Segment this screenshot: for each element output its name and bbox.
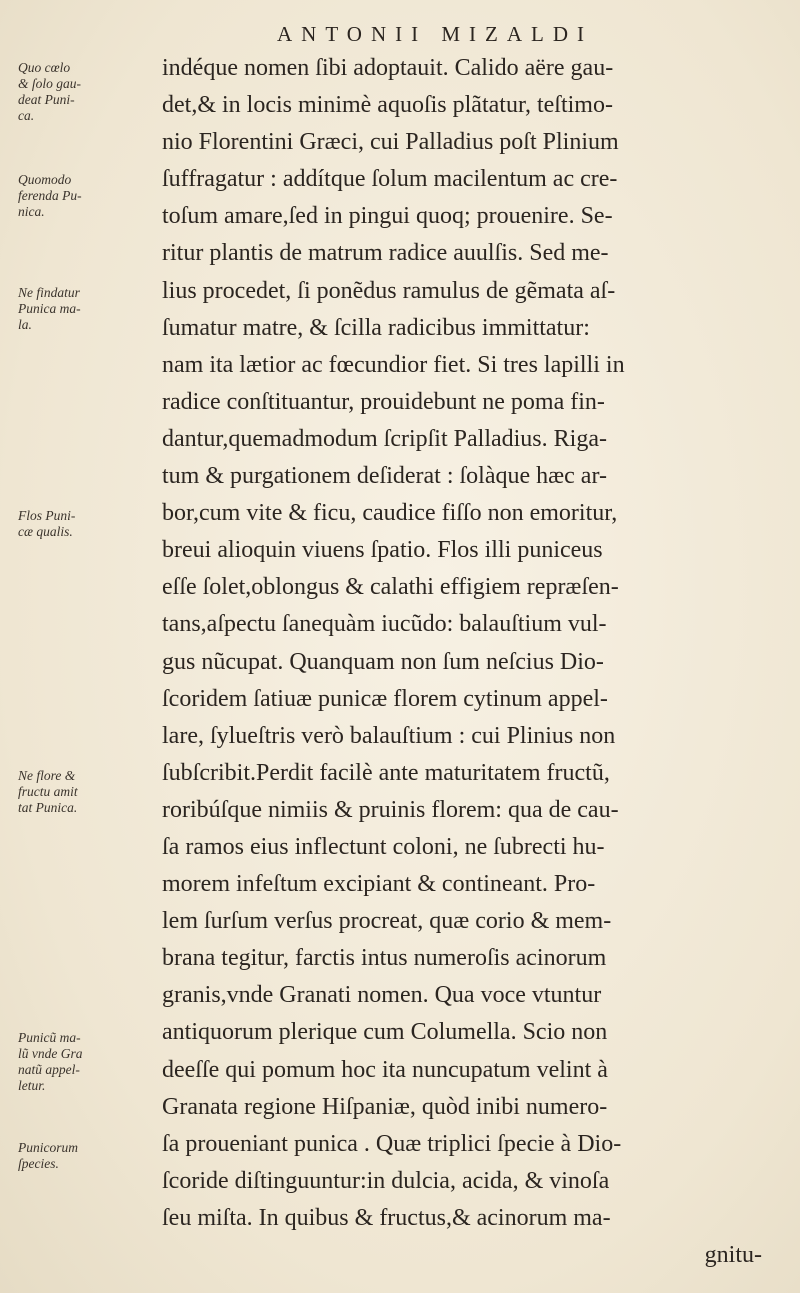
- text-line: lare, ſylueſtris verò balauſtium : cui Plinius non: [162, 722, 616, 749]
- marginal-note-line: natũ appel-: [18, 1062, 80, 1077]
- marginal-note-line: lũ vnde Gra: [18, 1046, 83, 1061]
- marginal-note-line: cæ qualis.: [18, 524, 73, 539]
- text-line: antiquorum plerique cum Columella. Scio non: [162, 1019, 608, 1046]
- marginal-note-quo-caelo: [18, 60, 156, 124]
- text-line: tans,aſpectu ſanequàm iucũdo: balauſtium vul-: [162, 611, 607, 638]
- marginal-note-quomodo-ferenda: [18, 172, 156, 220]
- marginal-note-line: fructu amit: [18, 784, 78, 799]
- marginal-note-line: Quo cœlo: [18, 60, 71, 75]
- text-line: breui alioquin viuens ſpatio. Flos illi puniceus: [162, 537, 603, 564]
- text-line: ſa proueniant punica . Quæ triplici ſpecie à Dio-: [162, 1130, 622, 1157]
- text-line: Granata regione Hiſpaniæ, quòd inibi numero-: [162, 1093, 608, 1120]
- marginal-note-line: Ne findatur: [18, 285, 80, 300]
- marginal-note-line: Punicũ ma-: [18, 1030, 81, 1045]
- text-line: lius procedet, ſi ponẽdus ramulus de gẽmata aſ-: [162, 277, 616, 304]
- text-line: ſeu miſta. In quibus & fructus,& acinorum ma-: [162, 1204, 611, 1231]
- text-line: ſubſcribit.Perdit facilè ante maturitatem fructũ,: [162, 759, 610, 786]
- text-line: granis,vnde Granati nomen. Qua voce vtuntur: [162, 982, 602, 1009]
- marginal-note-line: nica.: [18, 204, 45, 219]
- marginal-note-line: Punicorum: [18, 1140, 78, 1155]
- marginal-note-line: ferenda Pu-: [18, 188, 82, 203]
- text-line: dantur,quemadmodum ſcripſit Palladius. Riga-: [162, 425, 607, 452]
- text-line: morem infeſtum excipiant & contineant. Pro-: [162, 871, 596, 898]
- marginal-note-line: Punica ma-: [18, 301, 81, 316]
- text-line: toſum amare,ſed in pingui quoq; prouenire. Se-: [162, 203, 613, 230]
- text-line: nam ita lætior ac fœcundior fiet. Si tres lapilli in: [162, 351, 625, 378]
- text-line: ſuffragatur : addítque ſolum macilentum ac cre-: [162, 166, 618, 193]
- marginal-note-line: Ne flore &: [18, 768, 76, 783]
- text-line: tum & purgationem deſiderat : ſolàque hæc ar-: [162, 463, 607, 490]
- marginal-note-line: la.: [18, 317, 32, 332]
- marginal-note-punicorum-species: [18, 1140, 156, 1172]
- catchword: gnitu-: [704, 1242, 762, 1268]
- marginal-note-line: & ſolo gau-: [18, 76, 81, 91]
- marginal-note-flos-punicae: [18, 508, 156, 540]
- text-line: gus nũcupat. Quanquam non ſum neſcius Dio-: [162, 648, 604, 675]
- marginal-note-line: tat Punica.: [18, 800, 78, 815]
- running-head: ANTONII MIZALDI: [277, 22, 593, 46]
- text-line: det,& in locis minimè aquoſis plãtatur, teſtimo-: [162, 92, 613, 119]
- marginal-note-line: Flos Puni-: [18, 508, 76, 523]
- text-line: nio Florentini Græci, cui Palladius poſt Plinium: [162, 129, 619, 156]
- text-line: brana tegitur, farctis intus numeroſis acinorum: [162, 945, 607, 972]
- text-line: ſcoridem ſatiuæ punicæ florem cytinum appel-: [162, 685, 608, 712]
- marginal-note-ne-flore: [18, 768, 156, 816]
- marginal-note-ne-findatur: [18, 285, 156, 333]
- text-line: ritur plantis de matrum radice auulſis. Sed me-: [162, 240, 609, 267]
- text-line: roribúſque nimiis & pruinis florem: qua de cau-: [162, 796, 619, 823]
- marginal-note-line: letur.: [18, 1078, 46, 1093]
- text-line: radice conſtituantur, prouidebunt ne poma fin-: [162, 388, 605, 415]
- marginal-note-line: ca.: [18, 108, 35, 123]
- text-line: lem ſurſum verſus procreat, quæ corio & mem-: [162, 908, 612, 935]
- text-line: eſſe ſolet,oblongus & calathi effigiem repræſen-: [162, 574, 619, 601]
- text-line: bor,cum vite & ficu, caudice fiſſo non emoritur,: [162, 500, 618, 527]
- text-line: deeſſe qui pomum hoc ita nuncupatum velint à: [162, 1056, 608, 1083]
- text-line: ſcoride diſtinguuntur:in dulcia, acida, & vinoſa: [162, 1167, 610, 1194]
- marginal-note-line: Quomodo: [18, 172, 72, 187]
- marginal-note-punicum-malum: [18, 1030, 156, 1094]
- text-line: indéque nomen ſibi adoptauit. Calido aëre gau-: [162, 55, 614, 81]
- marginal-note-line: ſpecies.: [18, 1156, 59, 1171]
- text-line: ſumatur matre, & ſcilla radicibus immittatur:: [162, 314, 590, 341]
- marginal-note-line: deat Puni-: [18, 92, 75, 107]
- text-line: ſa ramos eius inflectunt coloni, ne ſubrecti hu-: [162, 833, 605, 860]
- main-text-column: [162, 50, 782, 1274]
